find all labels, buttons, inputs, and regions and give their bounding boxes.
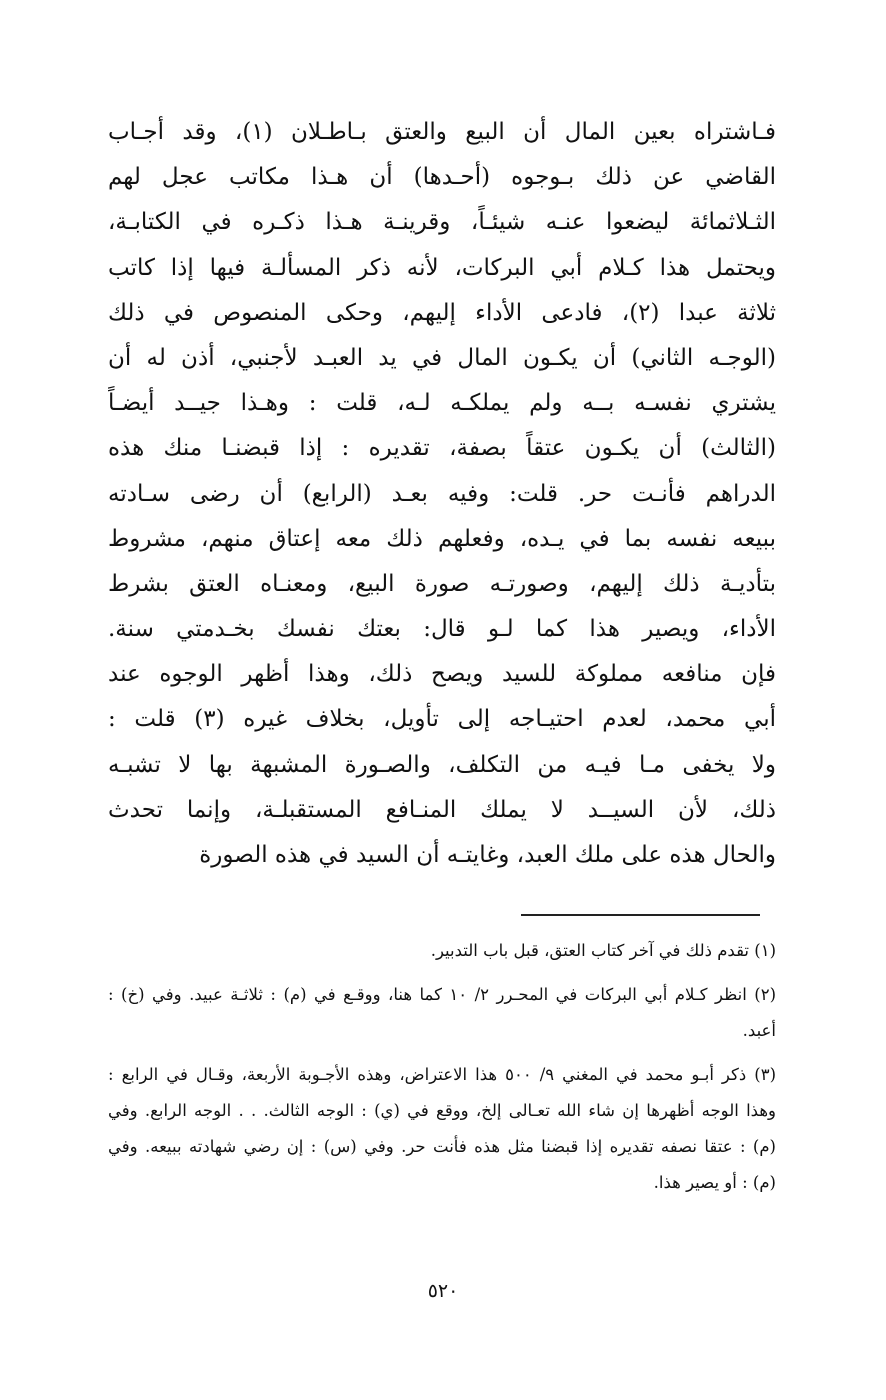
text-line: ويحتمل هذا كـلام أبي البركات، لأنه ذكر المسألـة فيها إذا كاتب bbox=[108, 254, 776, 281]
page-number: ٥٢٠ bbox=[427, 1280, 459, 1302]
footnote-line: (م) : عتقا نصفه تقديره إذا قبضنا مثل هذه فأنت حر. وفي (س) : إن رضي شهادته ببيعه. وفي bbox=[108, 1137, 776, 1156]
text-line: الثـلاثمائة ليضعوا عنـه شيئـاً، وقرينـة هـذا ذكـره في الكتابـة، bbox=[108, 209, 776, 236]
text-line: والحال هذه على ملك العبد، وغايتـه أن السيد في هذه الصورة bbox=[199, 842, 776, 868]
footnote-line: (١) تقدم ذلك في آخر كتاب العتق، قبل باب التدبير. bbox=[430, 941, 776, 960]
footnotes-block bbox=[108, 933, 776, 1201]
main-text-block bbox=[108, 110, 776, 878]
text-line: الدراهم فأنـت حر. قلت: وفيه بعـد (الرابع) أن رضى سـادته bbox=[108, 480, 776, 507]
footnote-line: أعبد. bbox=[742, 1021, 776, 1040]
text-line: أبي محمد، لعدم احتيـاجه إلى تأويل، بخلاف غيره (٣) قلت : bbox=[108, 706, 776, 733]
text-line: فإن منافعه مملوكة للسيد ويصح ذلك، وهذا أظهر الوجوه عند bbox=[108, 661, 776, 688]
text-line: القاضي عن ذلك بـوجوه (أحـدها) أن هـذا مكاتب عجل لهم bbox=[108, 164, 776, 191]
footnote-1 bbox=[108, 933, 776, 969]
text-line: (الوجـه الثاني) أن يكـون المال في يد العبـد لأجنبي، أذن له أن bbox=[108, 344, 776, 371]
text-line: فـاشتراه بعين المال أن البيع والعتق بـاطـلان (١)، وقد أجـاب bbox=[108, 119, 776, 145]
footnote-divider bbox=[521, 914, 760, 916]
footnote-line: (٢) انظر كـلام أبي البركات في المحـرر ٢/ ١٠ كما هنا، ووقـع في (م) : ثلاثـة عبيد. وفي (خ) : bbox=[108, 985, 776, 1004]
text-line: ذلك، لأن السيــد لا يملك المنـافع المستقبلـة، وإنما تحدث bbox=[108, 796, 776, 823]
footnote-line: (٣) ذكر أبـو محمد في المغني ٩/ ٥٠٠ هذا الاعتراض، وهذه الأجـوبة الأربعة، وقـال في الرابع : bbox=[108, 1065, 776, 1084]
footnote-line: وهذا الوجه أظهرها إن شاء الله تعـالى إلخ، ووقع في (ي) : الوجه الثالث. . . الوجه الرابع. وفي bbox=[108, 1101, 776, 1120]
text-line: ببيعه نفسه بما في يـده، وفعلهم ذلك معه إعتاق منهم، مشروط bbox=[108, 525, 776, 552]
text-line: (الثالث) أن يكـون عتقاً بصفة، تقديره : إذا قبضنـا منك هذه bbox=[108, 435, 776, 462]
footnote-line: (م) : أو يصير هذا. bbox=[653, 1173, 776, 1192]
text-line: ثلاثة عبدا (٢)، فادعى الأداء إليهم، وحكى المنصوص في ذلك bbox=[108, 299, 776, 326]
text-line: الأداء، ويصير هذا كما لـو قال: بعتك نفسك بخـدمتي سنة. bbox=[108, 616, 776, 643]
footnote-3 bbox=[108, 1057, 776, 1201]
footnote-2 bbox=[108, 977, 776, 1049]
text-line: يشتري نفسـه بــه ولم يملكـه لـه، قلت : وهـذا جيــد أيضـاً bbox=[108, 390, 776, 417]
text-line: بتأديـة ذلك إليهم، وصورتـه صورة البيع، ومعنـاه العتق بشرط bbox=[108, 570, 776, 597]
text-line: ولا يخفى مـا فيـه من التكلف، والصـورة المشبهة بها لا تشبـه bbox=[108, 751, 776, 778]
